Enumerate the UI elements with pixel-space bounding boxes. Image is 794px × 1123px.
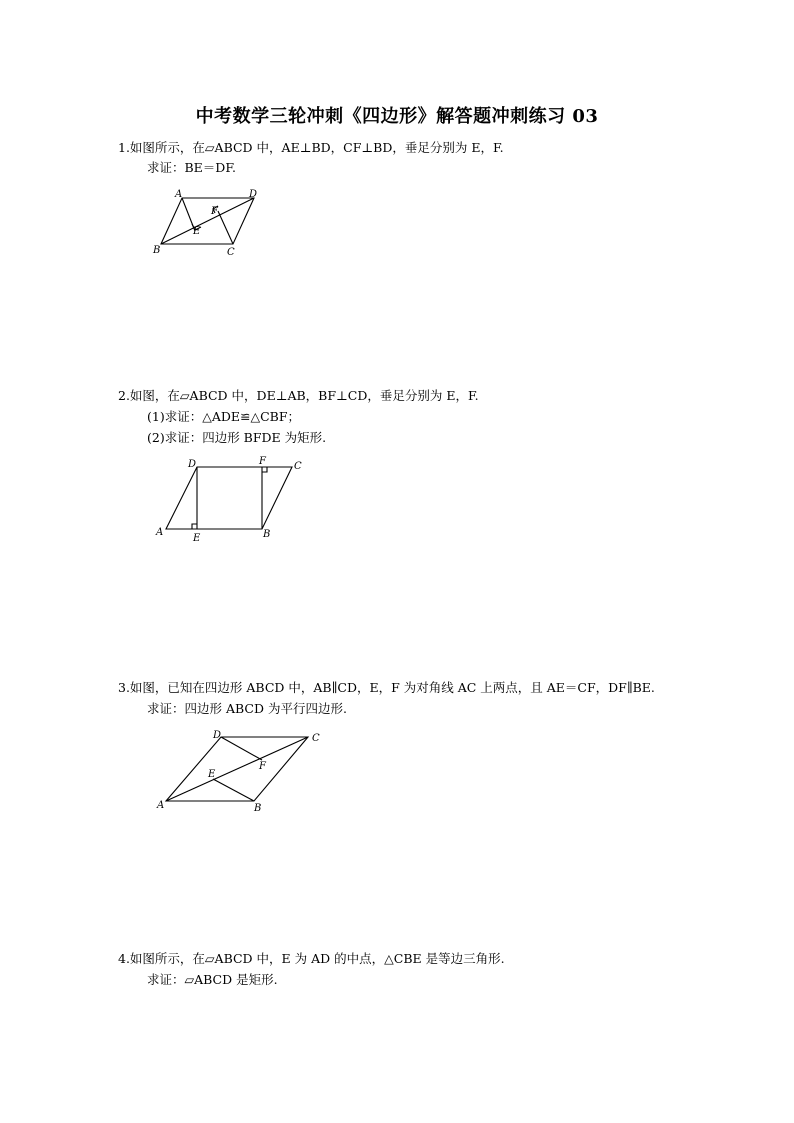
label-a: A	[156, 527, 164, 538]
label-c: C	[312, 733, 320, 744]
label-b: B	[153, 245, 161, 256]
diagonal-bd	[161, 198, 254, 244]
label-f: F	[211, 206, 218, 217]
label-d: D	[188, 459, 197, 470]
label-f: F	[259, 761, 266, 772]
label-c: C	[294, 461, 302, 472]
problem-4-statement: 4.如图所示，在▱ABCD 中，E 为 AD 的中点，△CBE 是等边三角形.	[118, 951, 505, 966]
label-b: B	[263, 529, 271, 540]
label-c: C	[227, 247, 235, 258]
label-d: D	[249, 189, 258, 200]
label-d: D	[213, 730, 222, 741]
label-e: E	[193, 533, 201, 544]
label-a: A	[157, 800, 165, 811]
problem-1-statement: 1.如图所示，在▱ABCD 中，AE⊥BD，CF⊥BD，垂足分别为 E，F.	[118, 140, 504, 155]
problem-4-part-1: 求证：▱ABCD 是矩形.	[147, 972, 278, 987]
problem-3-part-1: 求证：四边形 ABCD 为平行四边形.	[147, 701, 347, 716]
problem-3-figure	[150, 725, 330, 815]
label-e: E	[193, 226, 201, 237]
problem-2-part-2: (2)求证：四边形 BFDE 为矩形.	[147, 430, 327, 445]
segment-be	[213, 779, 254, 801]
problem-1-figure	[150, 185, 270, 260]
right-angle-f	[262, 467, 267, 472]
parallelogram-abcd	[166, 467, 292, 529]
label-f: F	[259, 456, 266, 467]
segment-cf	[218, 211, 233, 244]
problem-2-part-1: (1)求证：△ADE≌△CBF；	[147, 409, 301, 424]
label-a: A	[175, 189, 183, 200]
problem-2-figure	[150, 455, 310, 545]
problem-1-part-1: 求证：BE＝DF.	[147, 160, 237, 175]
label-b: B	[254, 803, 262, 814]
problem-2-statement: 2.如图，在▱ABCD 中，DE⊥AB，BF⊥CD，垂足分别为 E，F.	[118, 388, 479, 403]
problem-3-statement: 3.如图，已知在四边形 ABCD 中，AB∥CD，E，F 为对角线 AC 上两点，且 AE＝CF，DF∥BE.	[118, 680, 655, 695]
right-angle-e	[192, 524, 197, 529]
label-e: E	[208, 769, 216, 780]
segment-df	[221, 737, 262, 760]
page-title: 中考数学三轮冲刺《四边形》解答题冲刺练习 03	[195, 106, 599, 127]
